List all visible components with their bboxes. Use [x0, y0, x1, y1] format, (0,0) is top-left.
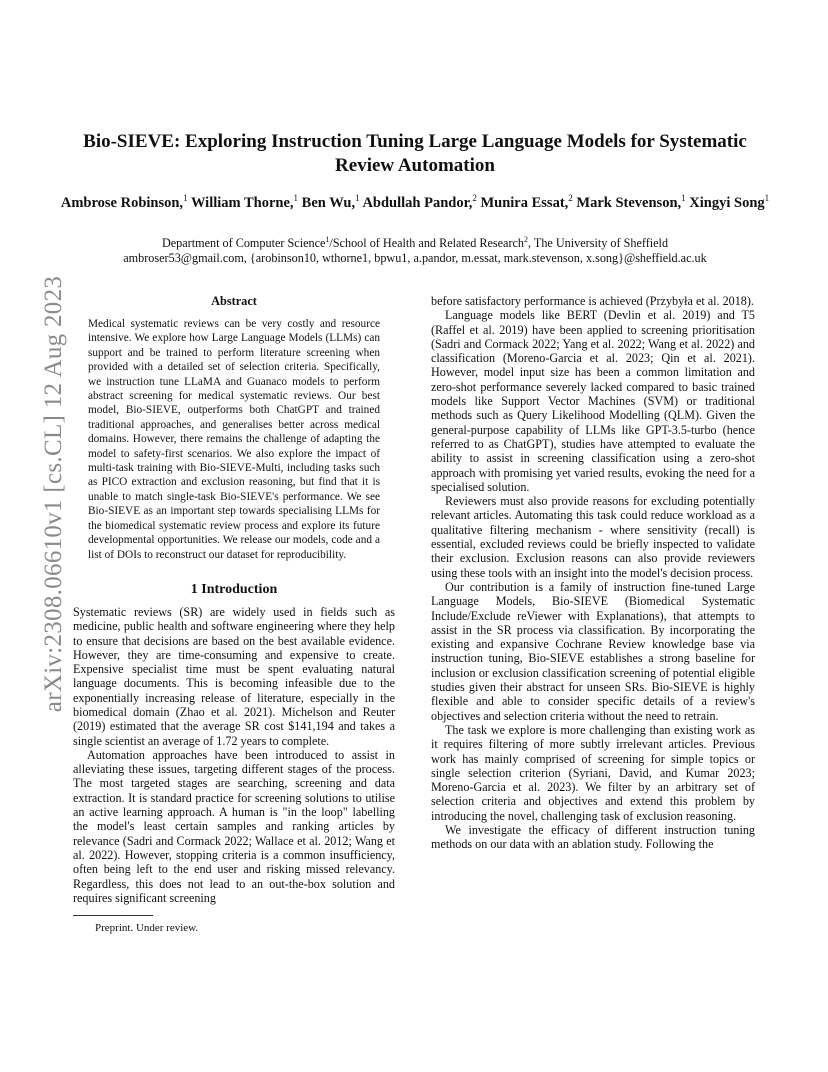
paragraph: before satisfactory performance is achieved (Przybyła et al. 2018).: [431, 294, 754, 308]
author: Ben Wu,$^1$: [301, 193, 360, 211]
author: William Thorne,$^1$: [190, 193, 299, 211]
section-heading-introduction: 1 Introduction: [190, 581, 278, 597]
abstract-heading: Abstract: [211, 294, 257, 308]
abstract-text: Medical systematic reviews can be very costly and resource intensive. We explore how Large Language Models (LLMs) can support and be trained to perform literature screening when provided with a detailed set of selection criteria. Specifically, we instruction tune LLaMA and Guanaco models to perform abstract screening for medical systematic reviews. Our best model, Bio-SIEVE, outperforms both ChatGPT and trained traditional approaches, and generalises better across medical domains. However, there remains the challenge of adapting the model to safety-first scenarios. We also explore the impact of multi-task training with Bio-SIEVE-Multi, including tasks such as PICO extraction and exclusion reasoning, but find that it is unable to match single-task Bio-SIEVE's performance. We see Bio-SIEVE as an important step towards specialising LLMs for the biomedical systematic review process and explore its future developmental opportunities. We release our models, code and a list of DOIs to reconstruct our dataset for reproducibility.: [88, 318, 380, 561]
paragraph: Reviewers must also provide reasons for excluding potentially relevant articles. Automating this task could reduce workload as a qualitative filtering mechanism - where sensitivity (recall) is essential, excluded reviews could be briefly inspected to validate their exclusion. Exclusion reasons can also provide reviewers using these tools with an insight into the model's decision process.: [431, 494, 755, 580]
paragraph: Language models like BERT (Devlin et al. 2019) and T5 (Raffel et al. 2019) have been applied to screening prioritisation (Sadri and Cormack 2022; Yang et al. 2022; Wang et al. 2022) and classification (Moreno-Garcia et al. 2023; Qin et al. 2021). However, model input size has been a common limitation and zero-shot performance severely lacked compared to basic trained models like Support Vector Machines (SVM) or traditional methods such as Query Likelihood Modelling (QLM). Given the general-purpose capability of LLMs like GPT-3.5-turbo (hence referred to as ChatGPT), studies have attempted to evaluate the ability to assist in screening classification using a zero-shot approach with promising yet varied results, evoking the need for a specialised solution.: [431, 308, 755, 494]
author: Munira Essat,$^2$: [480, 193, 573, 211]
arxiv-identifier-text: arXiv:2308.06610v1 [cs.CL] 12 Aug 2023: [40, 275, 67, 713]
author-list: [60, 188, 770, 213]
paragraph: The task we explore is more challenging than existing work as it requires filtering of more subtly irrelevant articles. Previous work has mainly comprised of screening for simple topics or single selection criterion (Syriani, David, and Kumar 2023; Moreno-Garcia et al. 2023). We filter by an arbitrary set of selection criteria and objectives and extend this problem by introducing the novel, challenging task of exclusion reasoning.: [431, 722, 755, 823]
left-column: [73, 294, 395, 935]
author: Ambrose Robinson,$^1$: [60, 193, 188, 211]
author: Xingyi Song$^1$: [689, 193, 770, 211]
author: Abdullah Pandor,$^2$: [362, 193, 477, 211]
author-emails: ambroser53@gmail.com, {arobinson10, wthorne1, bpwu1, a.pandor, m.essat, mark.stevenson, x.song}@sheffield.ac.uk: [123, 251, 707, 266]
footnote-divider: [73, 915, 153, 916]
paragraph: Our contribution is a family of instruction fine-tuned Large Language Models, Bio-SIEVE (Biomedical Systematic Include/Exclude reViewer with Explanations), that attempts to assist in the SR process via classification. By incorporating the existing and expansive Cochrane Review knowledge base via instruction tuning, Bio-SIEVE establishes a strong baseline for inclusion or exclusion classification screening of potential eligible studies given their abstract for unseen SRs. Bio-SIEVE is highly flexible and able to consider specific details of a review's objectives and selection criteria without the need to retrain.: [431, 579, 755, 723]
right-column: [431, 294, 755, 852]
paragraph: Automation approaches have been introduced to assist in alleviating these issues, targeting different stages of the process. The most targeted stages are searching, screening and data extraction. It is standard practice for screening solutions to utilise an active learning approach. A human is "in the loop" labelling the model's least certain samples and ranking articles by relevance (Sadri and Cormack 2022; Wallace et al. 2012; Wang et al. 2022). However, stopping criteria is a common insufficiency, often being left to the end user and risking missed relevancy. Regardless, this does not lead to an out-the-box solution and requires significant screening: [73, 747, 395, 905]
paper-title: Bio-SIEVE: Exploring Instruction Tuning Large Language Models for Systematic Review Automation: [83, 131, 747, 176]
footnote: Preprint. Under review.: [95, 922, 199, 935]
affiliations: [60, 232, 770, 266]
paragraph: Systematic reviews (SR) are widely used in fields such as medicine, public health and software engineering where they help to ensure that decisions are based on the best available evidence. However, they are time-consuming and expensive to create. Expensive specialist time must be spent evaluating natural language documents. This is becoming infeasible due to the exponentially increasing release of literature, especially in the biomedical domain (Zhao et al. 2021). Michelson and Reuter (2019) estimated that the average SR cost $141,194 and takes a single scientist an average of 1.72 years to complete.: [73, 604, 395, 748]
affiliation-line: Department of Computer Science$^1$/School of Health and Related Research$^2$, The University of Sheffield: [161, 235, 669, 251]
paragraph: We investigate the efficacy of different instruction tuning methods on our data with an ablation study. Following the: [431, 822, 755, 852]
author: Mark Stevenson,$^1$: [576, 193, 686, 211]
arxiv-identifier: [36, 275, 72, 713]
